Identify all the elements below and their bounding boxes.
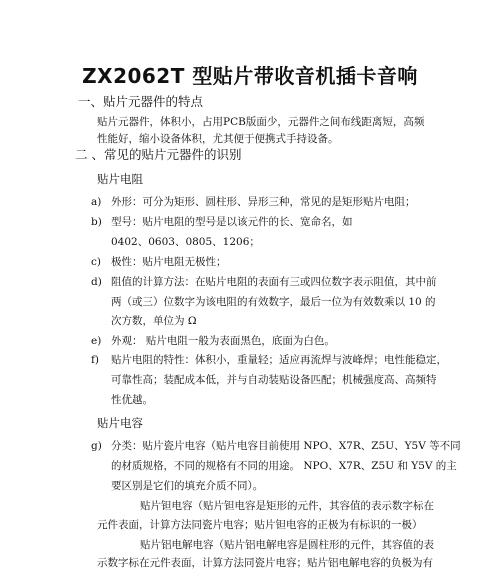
item-d-label: d) [91,276,102,288]
aluminum-para-line-2: 示数字标在元件表面，计算方法同瓷片电容；贴片铝电解电容的负极为有 [97,557,433,569]
item-f-label: f) [91,354,99,366]
item-b-line-1: 型号：贴片电阻的型号是以该元件的长、宽命名，如 [111,216,353,228]
item-e-line-1: 外观： 贴片电阻一般为表面黑色，底面为白色。 [111,335,335,347]
item-b-label: b) [91,216,102,228]
item-g-line-2: 的材质规格，不同的规格有不同的用途。 NPO、X7R、Z5U 和 Y5V 的主 [111,460,457,472]
section-2-heading: 二 、常见的贴片元器件的识别 [75,147,242,162]
resistor-heading: 贴片电阻 [97,172,143,186]
item-f-line-2: 可靠性高；装配成本低，并与自动装贴设备匹配；机械强度高、高频特 [111,374,437,386]
item-d-line-1: 阻值的计算方法：在贴片电阻的表面有三或四位数字表示阻值，其中前 [111,276,437,288]
item-f-line-3: 性优越。 [111,394,153,406]
aluminum-para-line-1: 贴片铝电解电容（贴片铝电解电容是圆柱形的元件，其容值的表 [140,539,434,551]
item-a-label: a) [91,196,102,208]
item-e-label: e) [91,335,102,347]
section-1-heading: 一、贴片元器件的特点 [78,94,204,109]
tantalum-para-line-1: 贴片钽电容（贴片钽电容是矩形的元件，其容值的表示数字标在 [140,500,434,512]
document-title: ZX2062T 型贴片带收音机插卡音响 [82,64,418,88]
item-c-label: c) [91,256,101,268]
item-b-line-2: 0402、0603、0805、1206； [111,236,260,248]
item-f-line-1: 贴片电阻的特性：体积小，重量轻；适应再流焊与波峰焊；电性能稳定， [111,354,447,366]
item-a-line-1: 外形：可分为矩形、圆柱形、异形三种，常见的是矩形贴片电阻； [111,196,416,208]
item-g-line-1: 分类：贴片瓷片电容（贴片电容目前使用 NPO、X7R、Z5U、Y5V 等不同 [111,440,461,452]
tantalum-para-line-2: 元件表面，计算方法同瓷片电容；贴片钽电容的正极为有标识的一极） [97,519,423,531]
section-1-line-1: 贴片元器件，体积小，占用PCB版面少，元器件之间布线距离短，高频 [97,116,425,128]
capacitor-heading: 贴片电容 [97,416,143,430]
item-g-line-3: 要区别是它们的填充介质不同）。 [111,480,264,492]
section-1-line-2: 性能好，缩小设备体积，尤其便于便携式手持设备。 [97,133,339,145]
item-d-line-2: 两（或三）位数字为该电阻的有效数字，最后一位为有效数乘以 10 的 [111,296,436,308]
item-c-line-1: 极性：贴片电阻无极性； [111,256,227,268]
item-g-label: g) [91,440,102,452]
item-d-line-3: 次方数，单位为 Ω [111,315,197,327]
